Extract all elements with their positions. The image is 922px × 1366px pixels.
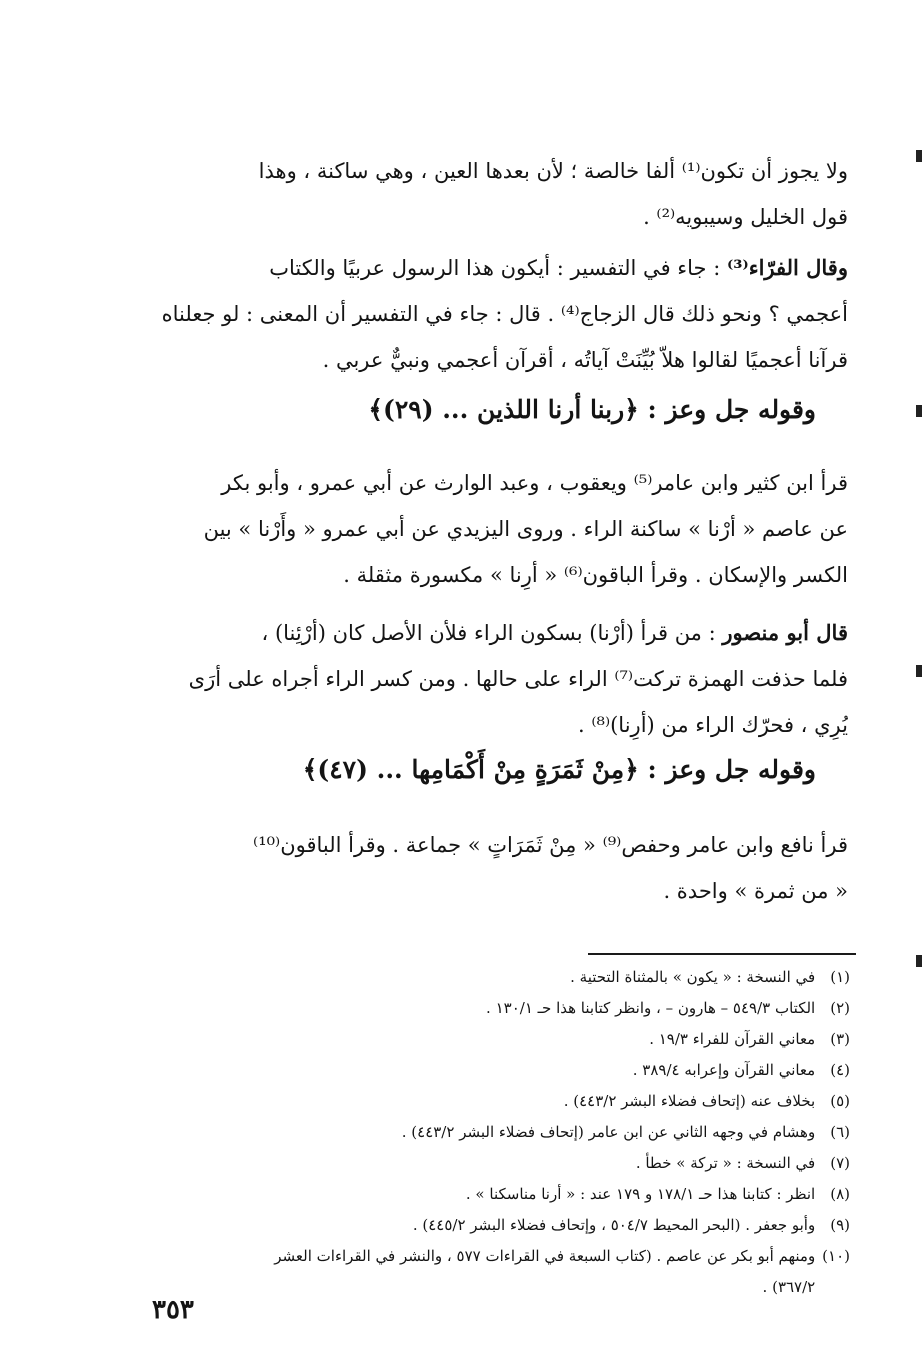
footnote-item <box>150 1117 850 1148</box>
footnote-number: (٤) <box>830 1061 850 1079</box>
footnote-text: الكتاب ٥٤٩/٣ – هارون – ، وانظر كتابنا هذا حـ ١٣٠/١ . <box>486 999 816 1017</box>
paragraph-line-1 <box>148 610 848 656</box>
paragraph-line: قرآنا أعجميًا لقالوا هلاّ بُيِّنَتْ آياتُه ، أقرآن أعجمي ونبيٌّ عربي . <box>322 348 848 372</box>
footnote-number: (٨) <box>830 1185 850 1203</box>
paragraph-line: أعجمي ؟ ونحو ذلك قال الزجاج⁽⁴⁾ . قال : جاء في التفسير أن المعنى : لو جعلناه <box>161 302 848 326</box>
footnote-number: (٢) <box>830 999 850 1017</box>
footnote-text: بخلاف عنه (إتحاف فضلاء البشر ٤٤٣/٢) . <box>563 1092 816 1110</box>
footnote-item <box>150 1086 850 1117</box>
footnote-number: (٧) <box>830 1154 850 1172</box>
footnote-text: وهشام في وجهه الثاني عن ابن عامر (إتحاف فضلاء البشر ٤٤٣/٢) . <box>401 1123 816 1141</box>
paragraph-4 <box>148 610 848 748</box>
footnote-item <box>150 1148 850 1179</box>
footnote-text: انظر : كتابنا هذا حـ ١٧٨/١ و ١٧٩ عند : « أرنا مناسكنا » . <box>465 1185 816 1203</box>
paragraph-line: ولا يجوز أن تكون⁽¹⁾ ألفا خالصة ؛ لأن بعدها العين ، وهي ساكنة ، وهذا <box>258 159 848 183</box>
paragraph-line: قرأ نافع وابن عامر وحفص⁽⁹⁾ « مِنْ ثَمَرَاتٍ » جماعة . وقرأ الباقون⁽¹⁰⁾ <box>253 833 848 857</box>
edge-mark <box>916 405 922 417</box>
paragraph-line-1 <box>148 245 848 291</box>
paragraph-line: « من ثمرة » واحدة . <box>663 879 848 903</box>
footnote-item <box>150 1210 850 1241</box>
footnote-item <box>150 1055 850 1086</box>
footnote-text: معاني القرآن وإعرابه ٣٨٩/٤ . <box>632 1061 816 1079</box>
footnote-number: (٥) <box>830 1092 850 1110</box>
footnotes <box>150 962 850 1303</box>
paragraph-3 <box>148 460 848 598</box>
paragraph-line: الكسر والإسكان . وقرأ الباقون⁽⁶⁾ « أرِنا » مكسورة مثقلة . <box>343 563 848 587</box>
footnote-number: (٦) <box>830 1123 850 1141</box>
verse-heading-2: وقوله جل وعز : ﴿مِنْ ثَمَرَةٍ مِنْ أَكْمَامِها ... (٤٧)﴾ <box>302 755 816 784</box>
footnote-text: ٣٦٧/٢) . <box>762 1278 816 1296</box>
verse-heading-1: وقوله جل وعز : ﴿ربنا أرنا اللذين ... (٢٩)﴾ <box>368 395 816 424</box>
page-number: ٣٥٣ <box>152 1295 194 1325</box>
footnote-separator <box>588 953 856 955</box>
paragraph-line: يُرِي ، فحرّك الراء من (أرِنا)⁽⁸⁾ . <box>578 713 848 737</box>
paragraph-2 <box>148 245 848 383</box>
edge-mark <box>916 150 922 162</box>
footnote-number: (١) <box>830 968 850 986</box>
footnote-text: وأبو جعفر . (البحر المحيط ٥٠٤/٧ ، وإتحاف فضلاء البشر ٤٤٥/٢) . <box>412 1216 816 1234</box>
paragraph-line-rest: : من قرأ (أرْنا) بسكون الراء فلأن الأصل كان (أرْئِنا) ، <box>261 621 723 645</box>
footnote-number: (٩) <box>830 1216 850 1234</box>
footnote-item <box>150 962 850 993</box>
paragraph-line: فلما حذفت الهمزة تركت⁽⁷⁾ الراء على حالها . ومن كسر الراء أجراه على أرَى <box>188 667 848 691</box>
paragraph-line: عن عاصم « أرْنا » ساكنة الراء . وروى اليزيدي عن أبي عمرو « وأَرْنا » بين <box>203 517 848 541</box>
paragraph-line-rest: : جاء في التفسير : أيكون هذا الرسول عربيًا والكتاب <box>269 256 727 280</box>
paragraph-lead: قال أبو منصور <box>722 620 848 645</box>
footnote-item <box>150 1241 850 1272</box>
footnote-text: ومنهم أبو بكر عن عاصم . (كتاب السبعة في القراءات ٥٧٧ ، والنشر في القراءات العشر <box>274 1247 816 1265</box>
footnote-text: في النسخة : « يكون » بالمثناة التحتية . <box>570 968 816 986</box>
footnote-text: معاني القرآن للفراء ١٩/٣ . <box>649 1030 816 1048</box>
paragraph-5 <box>148 822 848 914</box>
footnote-item <box>150 993 850 1024</box>
footnote-number: (١٠) <box>822 1247 850 1265</box>
footnote-item <box>150 1024 850 1055</box>
paragraph-line: قرأ ابن كثير وابن عامر⁽⁵⁾ ويعقوب ، وعبد الوارث عن أبي عمرو ، وأبو بكر <box>221 471 848 495</box>
footnote-item <box>150 1272 850 1303</box>
paragraph-line: قول الخليل وسيبويه⁽²⁾ . <box>643 205 848 229</box>
paragraph-lead: وقال الفرّاء⁽³⁾ <box>726 255 848 280</box>
edge-mark <box>916 955 922 967</box>
footnote-item <box>150 1179 850 1210</box>
edge-mark <box>916 665 922 677</box>
paragraph-1 <box>148 148 848 240</box>
footnote-number: (٣) <box>830 1030 850 1048</box>
footnote-text: في النسخة : « تركة » خطأ . <box>635 1154 816 1172</box>
